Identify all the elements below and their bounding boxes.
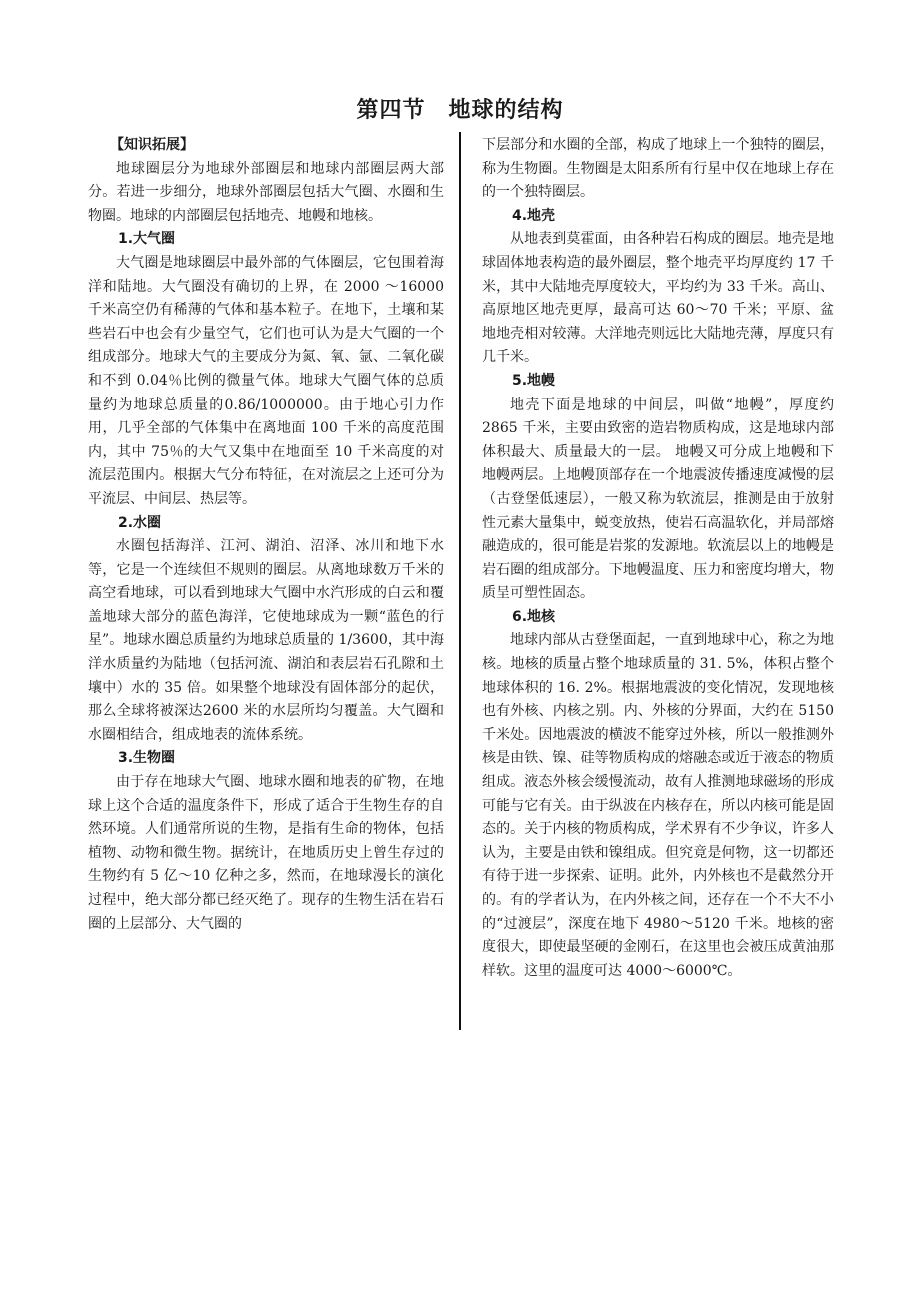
atmosphere-paragraph: 大气圈是地球圈层中最外部的气体圈层，它包围着海洋和陆地。大气圈没有确切的上界，在 2000 ～16000 千米高空仍有稀薄的气体和基本粒子。在地下，土壤和某些岩石中也会有少量空气，它们也可认为是大气圈的一个组成部分。地球大气的主要成分为氮、氧、氩、二氧化碳和不到 0.04％比例的微量气体。地球大气圈气体的总质量约为地球总质量的0.86/1000000。由于地心引力作用，几乎全部的气体集中在离地面 100 千米的高度范围内，其中 75％的大气又集中在地面至 10 千米高度的对流层范围内。根据大气分布特征，在对流层之上还可分为平流层、中间层、热层等。 [88,254,444,507]
biosphere-paragraph-continued: 下层部分和水圈的全部，构成了地球上一个独特的圈层，称为生物圈。生物圈是太阳系所有行星中仅在地球上存在的一个独特圈层。 [482,137,834,201]
crust-paragraph: 从地表到莫霍面，由各种岩石构成的圈层。地壳是地球固体地表构造的最外圈层，整个地壳平均厚度约 17 千米，其中大陆地壳厚度较大，平均约为 33 千米。高山、高原地区地壳更厚，最高可达 60～70 千米；平原、盆地地壳相对较薄。大洋地壳则远比大陆地壳薄，厚度只有几千米。 [482,231,834,366]
core-heading: 6.地核 [512,608,556,625]
atmosphere-heading: 1.大气圈 [118,231,176,248]
column-divider [459,132,461,1030]
left-column [88,134,444,936]
hydrosphere-heading: 2.水圈 [118,514,162,531]
biosphere-heading: 3.生物圈 [118,750,176,767]
right-column [482,134,834,983]
hydrosphere-paragraph: 水圈包括海洋、江河、湖泊、沼泽、冰川和地下水等，它是一个连续但不规则的圈层。从离地球数万千米的高空看地球，可以看到地球大气圈中水汽形成的白云和覆盖地球大部分的蓝色海洋，它使地球成为一颗“蓝色的行星”。地球水圈总质量约为地球总质量的 1/3600，其中海洋水质量约为陆地（包括河流、湖泊和表层岩石孔隙和土壤中）水的 35 倍。如果整个地球没有固体部分的起伏，那么全球将被深达2600 米的水层所均匀覆盖。大气圈和水圈相结合，组成地表的流体系统。 [88,538,444,743]
mantle-paragraph: 地壳下面是地球的中间层，叫做“地幔”，厚度约 2865 千米，主要由致密的造岩物质构成，这是地球内部体积最大、质量最大的一层。 地幔又可分成上地幔和下地幔两层。上地幔顶部存在一个地震波传播速度减慢的层（古登堡低速层），一般又称为软流层，推测是由于放射性元素大量集中，蜕变放热，使岩石高温软化，并局部熔融造成的，很可能是岩浆的发源地。软流层以上的地幔是岩石圈的组成部分。下地幔温度、压力和密度均增大，物质呈可塑性固态。 [482,396,834,602]
knowledge-extension-heading: 【知识拓展】 [110,137,194,153]
core-paragraph: 地球内部从古登堡面起，一直到地球中心，称之为地核。地核的质量占整个地球质量的 31. 5%，体积占整个地球体积的 16. 2%。根据地震波的变化情况，发现地核也有外核、内核之别。内、外核的分界面，大约在 5150 千米处。因地震波的横波不能穿过外核，所以一般推测外核是由铁、镍、硅等物质构成的熔融态或近于液态的物质组成。液态外核会缓慢流动，故有人推测地球磁场的形成可能与它有关。由于纵波在内核存在，所以内核可能是固态的。关于内核的物质构成，学术界有不少争议，许多人认为，主要是由铁和镍组成。但究竟是何物，这一切都还有待于进一步探索、证明。此外，内外核也不是截然分开的。有的学者认为，在内外核之间，还存在一个不大不小的“过渡层”，深度在地下 4980～5120 千米。地核的密度很大，即使最坚硬的金刚石，在这里也会被压成黄油那样软。这里的温度可达 4000～6000℃。 [482,632,834,979]
biosphere-paragraph: 由于存在地球大气圈、地球水圈和地表的矿物，在地球上这个合适的温度条件下，形成了适合于生物生存的自然环境。人们通常所说的生物，是指有生命的物体，包括植物、动物和微生物。据统计，在地质历史上曾生存过的生物约有 5 亿～10 亿种之多，然而，在地球漫长的演化过程中，绝大部分都已经灭绝了。现存的生物生活在岩石圈的上层部分、大气圈的 [88,774,444,932]
page-title: 第四节 地球的结构 [356,98,564,123]
mantle-heading: 5.地幔 [512,372,556,389]
crust-heading: 4.地壳 [512,207,556,224]
intro-paragraph: 地球圈层分为地球外部圈层和地球内部圈层两大部分。若进一步细分，地球外部圈层包括大气圈、水圈和生物圈。地球的内部圈层包括地壳、地幔和地核。 [88,160,444,224]
